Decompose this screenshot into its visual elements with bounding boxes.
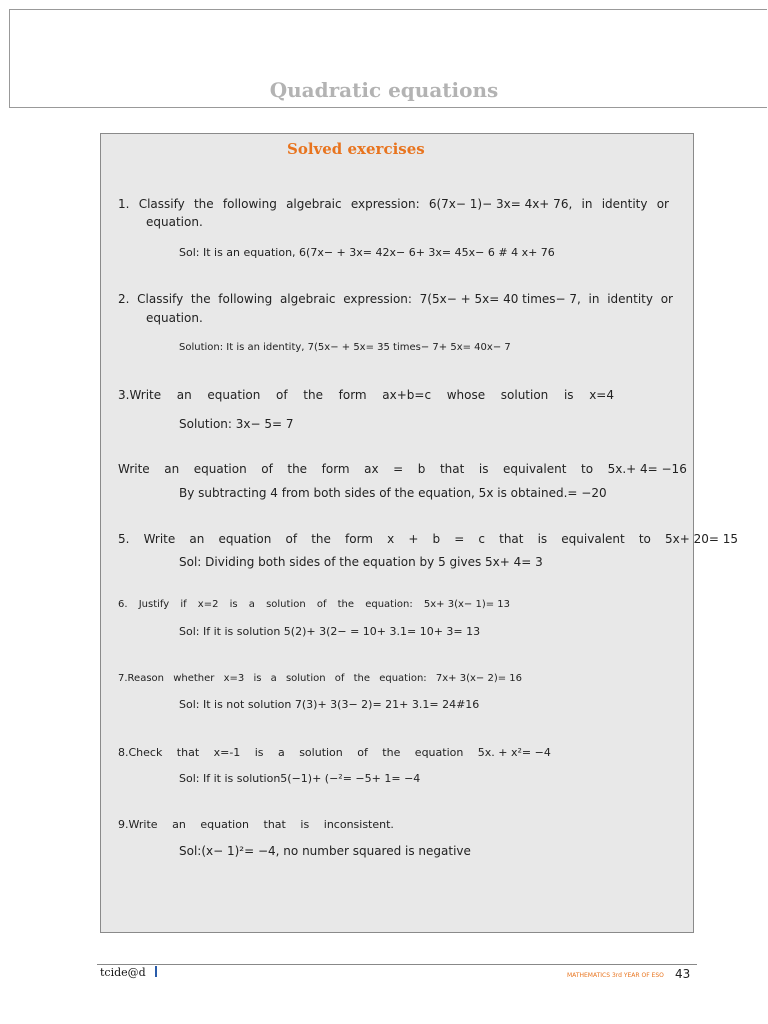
statement-word: expression: [343, 292, 412, 306]
exercise-8-solution: Sol: If it is solution5(−1)+ (−²= −5+ 1= −4 [179, 772, 421, 785]
statement-word: algebraic [286, 197, 342, 211]
statement-word: x [387, 532, 395, 546]
statement-word: identity [601, 197, 648, 211]
statement-word: inconsistent. [323, 818, 394, 831]
statement-word: the [382, 746, 401, 759]
statement-word: is [254, 746, 264, 759]
statement-word: solution [299, 746, 343, 759]
statement-word: is [478, 462, 489, 476]
statement-word: 5x+ 20= 15 [664, 532, 738, 546]
exercise-4-statement [118, 462, 687, 476]
statement-word: 5x. + x²= −4 [477, 746, 551, 759]
statement-word: the [337, 599, 355, 610]
statement-word: identity [607, 292, 653, 306]
exercise-8-statement [118, 746, 551, 759]
footer-mark [155, 966, 157, 977]
statement-word: 5. [118, 532, 130, 546]
exercise-3-statement [118, 388, 614, 402]
statement-word: 9.Write [118, 818, 158, 831]
statement-word: c [478, 532, 485, 546]
statement-word: equation [218, 532, 272, 546]
statement-word: solution [285, 673, 326, 684]
statement-word: equivalent [561, 532, 625, 546]
statement-word: is [229, 599, 238, 610]
statement-word: x=3 [223, 673, 245, 684]
statement-word: 6(7x− 1)− 3x= 4x+ 76, [428, 197, 573, 211]
statement-word: 7x+ 3(x− 2)= 16 [435, 673, 522, 684]
statement-word: of [261, 462, 273, 476]
statement-word: in [581, 197, 593, 211]
statement-word: that [263, 818, 286, 831]
statement-word: equation [207, 388, 261, 402]
statement-word: form [345, 532, 373, 546]
statement-word: of [334, 673, 345, 684]
statement-word: equation: [379, 673, 427, 684]
statement-word: 8.Check [118, 746, 163, 759]
statement-word: equation [193, 462, 247, 476]
statement-word: an [189, 532, 205, 546]
exercise-3-solution: Solution: 3x− 5= 7 [179, 417, 294, 431]
statement-word: of [316, 599, 327, 610]
statement-word: the [193, 197, 214, 211]
exercise-1-solution: Sol: It is an equation, 6(7x− + 3x= 42x− 6+ 3x= 45x− 6 # 4 x+ 76 [179, 246, 555, 259]
statement-word: of [357, 746, 368, 759]
statement-word: ax+b=c [382, 388, 432, 402]
page-title: Quadratic equations [269, 78, 499, 102]
statement-word: the [287, 462, 308, 476]
statement-word: Write [143, 532, 176, 546]
statement-word: 5x+ 3(x− 1)= 13 [423, 599, 510, 610]
statement-word: x=-1 [213, 746, 241, 759]
statement-word: of [285, 532, 298, 546]
statement-word: an [172, 818, 186, 831]
exercise-9-solution: Sol:(x− 1)²= −4, no number squared is negative [179, 844, 471, 858]
footer-author: tcide@d [100, 966, 146, 979]
statement-word: the [303, 388, 323, 402]
statement-word: solution [266, 599, 306, 610]
statement-word: a [248, 599, 255, 610]
statement-word: an [164, 462, 180, 476]
statement-word: a [270, 673, 277, 684]
exercise-6-solution: Sol: If it is solution 5(2)+ 3(2− = 10+ 3.1= 10+ 3= 13 [179, 625, 481, 638]
statement-word: or [660, 292, 673, 306]
footer-course: MATHEMATICS 3rd YEAR OF ESO [567, 972, 664, 979]
exercise-2-continuation: equation. [146, 311, 203, 325]
statement-word: expression: [350, 197, 420, 211]
statement-word: whether [173, 673, 215, 684]
statement-word: is [537, 532, 548, 546]
statement-word: whose [446, 388, 486, 402]
statement-word: + [408, 532, 419, 546]
statement-word: 2. [118, 292, 130, 306]
statement-word: b [417, 462, 426, 476]
statement-word: following [222, 197, 277, 211]
statement-word: b [432, 532, 441, 546]
page-number: 43 [675, 967, 691, 981]
statement-word: 5x.+ 4= −16 [607, 462, 687, 476]
statement-word: the [190, 292, 211, 306]
statement-word: form [338, 388, 367, 402]
statement-word: 1. [118, 197, 130, 211]
statement-word: x=4 [589, 388, 614, 402]
statement-word: Write [118, 462, 150, 476]
exercise-9-statement [118, 818, 394, 831]
exercise-1-statement [118, 197, 669, 211]
statement-word: form [321, 462, 350, 476]
exercise-7-solution: Sol: It is not solution 7(3)+ 3(3− 2)= 21+ 3.1= 24#16 [179, 698, 480, 711]
statement-word: the [311, 532, 331, 546]
statement-word: in [588, 292, 600, 306]
statement-word: is [253, 673, 262, 684]
statement-word: = [393, 462, 404, 476]
statement-word: Justify [138, 599, 170, 610]
statement-word: = [454, 532, 465, 546]
exercise-4-solution: By subtracting 4 from both sides of the equation, 5x is obtained.= −20 [179, 486, 607, 500]
statement-word: that [439, 462, 465, 476]
statement-word: equation: [365, 599, 413, 610]
statement-word: solution [500, 388, 549, 402]
statement-word: algebraic [279, 292, 336, 306]
exercise-5-solution: Sol: Dividing both sides of the equation by 5 gives 5x+ 4= 3 [179, 555, 543, 569]
footer-rule [97, 964, 697, 965]
statement-word: to [580, 462, 594, 476]
statement-word: x=2 [197, 599, 219, 610]
statement-word: a [278, 746, 285, 759]
panel-title: Solved exercises [287, 140, 425, 158]
exercise-2-solution: Solution: It is an identity, 7(5x− + 5x= 35 times− 7+ 5x= 40x− 7 [179, 342, 511, 353]
statement-word: the [353, 673, 370, 684]
statement-word: is [300, 818, 310, 831]
exercise-5-statement [118, 532, 738, 546]
statement-word: if [180, 599, 187, 610]
statement-word: Classify [137, 292, 184, 306]
statement-word: Classify [138, 197, 185, 211]
statement-word: an [176, 388, 192, 402]
statement-word: that [176, 746, 200, 759]
exercise-1-continuation: equation. [146, 215, 203, 229]
statement-word: equation [200, 818, 249, 831]
exercise-7-statement [118, 673, 522, 684]
statement-word: 7.Reason [118, 673, 164, 684]
statement-word: 6. [118, 599, 128, 610]
statement-word: that [499, 532, 524, 546]
statement-word: 3.Write [118, 388, 162, 402]
statement-word: is [563, 388, 574, 402]
exercise-6-statement [118, 599, 510, 610]
exercise-2-statement [118, 292, 673, 306]
statement-word: following [218, 292, 273, 306]
statement-word: to [638, 532, 651, 546]
statement-word: equivalent [503, 462, 567, 476]
statement-word: equation [414, 746, 464, 759]
statement-word: of [276, 388, 288, 402]
statement-word: or [656, 197, 669, 211]
statement-word: 7(5x− + 5x= 40 times− 7, [419, 292, 581, 306]
statement-word: ax [364, 462, 379, 476]
